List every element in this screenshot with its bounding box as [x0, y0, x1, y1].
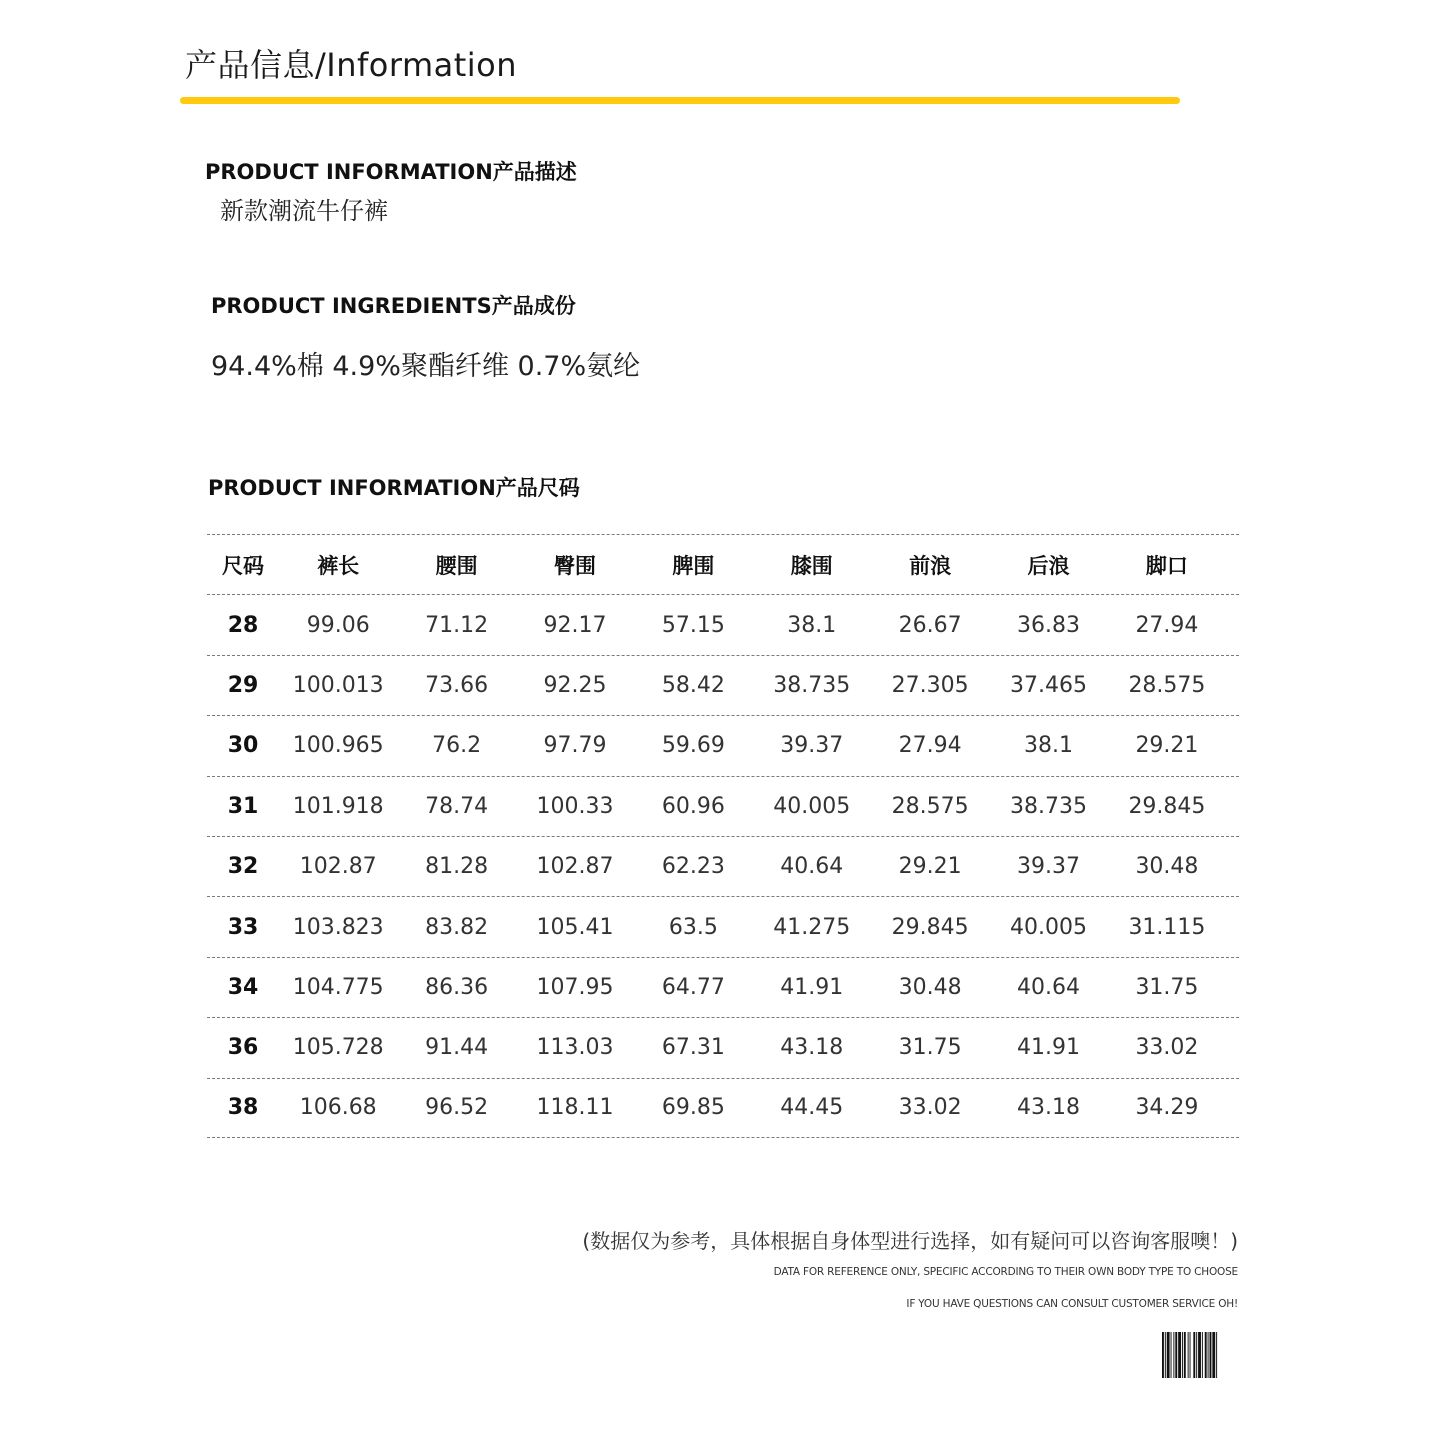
measurement-cell: 43.18 — [1017, 1095, 1081, 1121]
measurement-cell: 31.75 — [898, 1035, 962, 1061]
measurement-cell: 103.823 — [292, 914, 384, 940]
column-header-thigh: 脾围 — [672, 553, 715, 578]
measurement-cell: 27.305 — [891, 672, 969, 698]
measurement-cell: 104.775 — [292, 974, 384, 1000]
size-chart-heading: PRODUCT INFORMATION产品尺码 — [208, 476, 580, 500]
measurement-cell: 29.845 — [891, 914, 969, 940]
column-header-hip: 臀围 — [553, 553, 596, 578]
measurement-cell: 38.735 — [1010, 793, 1088, 819]
measurement-cell: 40.64 — [780, 854, 844, 880]
measurement-cell: 44.45 — [780, 1095, 844, 1121]
measurement-cell: 105.728 — [292, 1035, 384, 1061]
measurement-cell: 39.37 — [1017, 854, 1081, 880]
table-body — [207, 594, 1239, 1138]
measurement-cell: 83.82 — [425, 914, 489, 940]
measurement-cell: 100.013 — [292, 672, 384, 698]
size-cell: 33 — [227, 914, 259, 940]
measurement-cell: 81.28 — [425, 854, 489, 880]
measurement-cell: 96.52 — [425, 1095, 489, 1121]
table-header-row — [207, 534, 1239, 594]
measurement-cell: 58.42 — [661, 672, 725, 698]
column-header-leg-opening: 脚口 — [1145, 553, 1188, 578]
barcode-icon — [1162, 1332, 1238, 1378]
measurement-cell: 113.03 — [536, 1035, 614, 1061]
measurement-cell: 40.005 — [1010, 914, 1088, 940]
measurement-cell: 37.465 — [1010, 672, 1088, 698]
measurement-cell: 92.17 — [543, 612, 607, 638]
measurement-cell: 59.69 — [661, 733, 725, 759]
measurement-cell: 57.15 — [661, 612, 725, 638]
measurement-cell: 63.5 — [668, 914, 718, 940]
measurement-cell: 76.2 — [432, 733, 482, 759]
measurement-cell: 31.75 — [1135, 974, 1199, 1000]
measurement-cell: 41.91 — [780, 974, 844, 1000]
measurement-cell: 30.48 — [898, 974, 962, 1000]
measurement-cell: 40.64 — [1017, 974, 1081, 1000]
measurement-cell: 67.31 — [661, 1035, 725, 1061]
measurement-cell: 73.66 — [425, 672, 489, 698]
measurement-cell: 28.575 — [1128, 672, 1206, 698]
measurement-cell: 30.48 — [1135, 854, 1199, 880]
measurement-cell: 69.85 — [661, 1095, 725, 1121]
measurement-cell: 71.12 — [425, 612, 489, 638]
page-title: 产品信息/Information — [185, 46, 518, 84]
measurement-cell: 100.33 — [536, 793, 614, 819]
measurement-cell: 31.115 — [1128, 914, 1206, 940]
table-row — [207, 836, 1239, 896]
measurement-cell: 33.02 — [1135, 1035, 1199, 1061]
measurement-cell: 86.36 — [425, 974, 489, 1000]
measurement-cell: 92.25 — [543, 672, 607, 698]
measurement-cell: 27.94 — [898, 733, 962, 759]
measurement-cell: 60.96 — [661, 793, 725, 819]
measurement-cell: 28.575 — [891, 793, 969, 819]
reference-note-en-1: DATA FOR REFERENCE ONLY, SPECIFIC ACCORDING TO THEIR OWN BODY TYPE TO CHOOSE — [773, 1266, 1238, 1278]
reference-note-en-2: IF YOU HAVE QUESTIONS CAN CONSULT CUSTOMER SERVICE OH! — [906, 1298, 1238, 1310]
measurement-cell: 29.845 — [1128, 793, 1206, 819]
size-cell: 31 — [227, 793, 259, 819]
ingredients-heading: PRODUCT INGREDIENTS产品成份 — [211, 294, 576, 318]
table-row — [207, 1078, 1239, 1138]
measurement-cell: 26.67 — [898, 612, 962, 638]
column-header-length: 裤长 — [317, 553, 360, 578]
measurement-cell: 33.02 — [898, 1095, 962, 1121]
ingredients-text: 94.4%棉 4.9%聚酯纤维 0.7%氨纶 — [211, 351, 641, 382]
measurement-cell: 102.87 — [536, 854, 614, 880]
measurement-cell: 40.005 — [773, 793, 851, 819]
measurement-cell: 39.37 — [780, 733, 844, 759]
measurement-cell: 118.11 — [536, 1095, 614, 1121]
measurement-cell: 38.735 — [773, 672, 851, 698]
size-cell: 32 — [227, 854, 259, 880]
measurement-cell: 105.41 — [536, 914, 614, 940]
measurement-cell: 78.74 — [425, 793, 489, 819]
description-text: 新款潮流牛仔裤 — [220, 197, 388, 225]
measurement-cell: 34.29 — [1135, 1095, 1199, 1121]
measurement-cell: 43.18 — [780, 1035, 844, 1061]
size-cell: 29 — [227, 672, 259, 698]
table-row — [207, 594, 1239, 654]
size-cell: 34 — [227, 974, 259, 1000]
table-row — [207, 1017, 1239, 1077]
measurement-cell: 41.275 — [773, 914, 851, 940]
measurement-cell: 38.1 — [787, 612, 837, 638]
measurement-cell: 102.87 — [299, 854, 377, 880]
measurement-cell: 107.95 — [536, 974, 614, 1000]
table-row — [207, 896, 1239, 956]
column-header-front-rise: 前浪 — [909, 553, 952, 578]
table-row — [207, 655, 1239, 715]
measurement-cell: 99.06 — [306, 612, 370, 638]
measurement-cell: 29.21 — [898, 854, 962, 880]
size-cell: 38 — [227, 1095, 259, 1121]
title-underline — [180, 97, 1180, 104]
column-header-back-rise: 后浪 — [1027, 553, 1070, 578]
size-cell: 30 — [227, 733, 259, 759]
measurement-cell: 41.91 — [1017, 1035, 1081, 1061]
size-cell: 36 — [227, 1035, 259, 1061]
measurement-cell: 100.965 — [292, 733, 384, 759]
size-cell: 28 — [227, 612, 259, 638]
measurement-cell: 27.94 — [1135, 612, 1199, 638]
column-header-size: 尺码 — [222, 553, 264, 578]
measurement-cell: 97.79 — [543, 733, 607, 759]
size-table — [207, 534, 1239, 1138]
reference-note-cn: (数据仅为参考，具体根据自身体型进行选择，如有疑问可以咨询客服噢！) — [582, 1229, 1238, 1253]
measurement-cell: 101.918 — [292, 793, 384, 819]
measurement-cell: 29.21 — [1135, 733, 1199, 759]
measurement-cell: 62.23 — [661, 854, 725, 880]
measurement-cell: 106.68 — [299, 1095, 377, 1121]
table-row — [207, 957, 1239, 1017]
measurement-cell: 38.1 — [1024, 733, 1074, 759]
table-row — [207, 776, 1239, 836]
description-heading: PRODUCT INFORMATION产品描述 — [205, 160, 577, 184]
table-row — [207, 715, 1239, 775]
measurement-cell: 36.83 — [1017, 612, 1081, 638]
measurement-cell: 64.77 — [661, 974, 725, 1000]
measurement-cell: 91.44 — [425, 1035, 489, 1061]
column-header-knee: 膝围 — [790, 553, 833, 578]
column-header-waist: 腰围 — [435, 553, 478, 578]
